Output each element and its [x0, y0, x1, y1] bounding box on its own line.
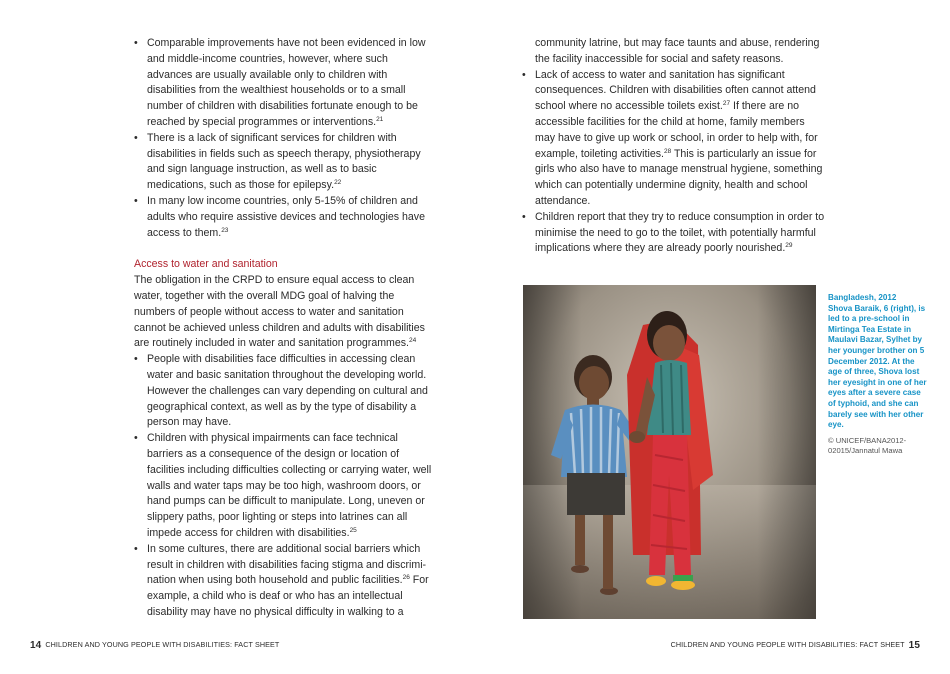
right-column [522, 36, 827, 257]
footnote-ref: 25 [349, 526, 357, 534]
footnote-ref: 27 [722, 100, 731, 108]
list-item: • In many low income countries, only 5-15% of children and adults who require assistive devices and technologies have access to them.$^{23}$ [134, 194, 434, 241]
list-item: • In some cultures, there are additional social barriers which result in children with disabilities facing stigma and discrimi-nation when using both household and public facilities.$^{26}$ For example, a child who is deaf or who has an intellectual disability may have no physical difficulty in walking to a [134, 542, 434, 621]
footer-right [671, 640, 920, 651]
section-bullet-list [134, 352, 434, 621]
section-heading: Access to water and sanitation [134, 258, 278, 271]
page-number: 15 [908, 640, 920, 651]
footnote-ref: 26 [402, 574, 410, 582]
footnote-ref: 22 [334, 179, 342, 187]
left-column [134, 36, 434, 621]
list-item: • Comparable improvements have not been evidenced in low and middle-income countries, however, where such advances are usually available only to children with disabilities from the wealthiest households or to a small number of children with disabilities fortunate enough to be reached by special programmes or interventions.$^{21}$ [134, 36, 434, 131]
list-item: • Children report that they try to reduce consumption in order to minimise the need to go to the toilet, with potentially harmful implications where they are already poorly nourished.$^{29}$ [522, 210, 827, 257]
list-item: • People with disabilities face difficulties in accessing clean water and basic sanitation throughout the developing world. However the challenges can vary depending on cultural and geographical context, as well as by the type of disability a person may have. [134, 352, 434, 431]
clasped-hands [629, 431, 645, 443]
caption-place: Bangladesh, 2012 [828, 293, 897, 302]
photo-caption [828, 293, 928, 456]
footer-title: CHILDREN AND YOUNG PEOPLE WITH DISABILITIES: FACT SHEET [45, 640, 280, 649]
footnote-ref: 28 [663, 147, 672, 155]
photo-children-walking [523, 285, 816, 619]
footnote-ref: 24 [409, 337, 417, 345]
list-item: • Lack of access to water and sanitation has significant consequences. Children with disabilities often cannot attend school where no accessible toilets exist.$^{27}$ If there are no accessible facilities for the child at home, family members may have to give up work or school, in order to help with, for example, toileting activities.$^{28}$ This is particularly an issue for girls who also have to manage menstrual hygiene, something which can potentially undermine dignity, health and school attendance. [522, 68, 827, 210]
footer-left [30, 640, 279, 651]
right-bullet-list [522, 68, 827, 258]
list-item: • Children with physical impairments can face technical barriers as a consequence of the design or location of facilities including difficulties collecting or carrying water, well walls and water taps may be too high, washroom doors, or hand pumps can be difficult to manipulate. Long, uneven or slippery paths, poor lighting or steps into latrines can all impede access for children with disabilities.$^{25}$ [134, 431, 434, 542]
page-number: 14 [30, 640, 42, 651]
photo-illustration [523, 285, 816, 619]
section-paragraph: The obligation in the CRPD to ensure equal access to clean water, together with the overall MDG goal of halving the numbers of people without access to water and sanitation cannot be achieved unless children and adults with disabilities are routinely included in water and sanitation programmes.$^{24}$ [134, 274, 425, 350]
photo-credit: © UNICEF/BANA2012-02015/Jannatul Mawa [828, 435, 907, 455]
list-item: • There is a lack of significant services for children with disabilities in fields such as speech therapy, physiotherapy and sign language instruction, as well as to basic medications, such as those for epilepsy.$^{22}$ [134, 131, 434, 194]
footnote-ref: 29 [785, 242, 793, 250]
continuation-paragraph: community latrine, but may face taunts and abuse, rendering the facility inaccessible for social and safety reasons. [535, 37, 820, 65]
footnote-ref: 21 [376, 115, 384, 123]
intro-bullet-list [134, 36, 434, 241]
footer-title: CHILDREN AND YOUNG PEOPLE WITH DISABILITIES: FACT SHEET [670, 640, 905, 649]
caption-text: Shova Baraik, 6 (right), is led to a pre-school in Mirtinga Tea Estate in Maulavi Bazar, Sylhet by her younger brother on 5 December 2012. At the age of three, Shova lost her eyesight in one of her eyes after a severe case of typhoid, and she can barely see with her other eye. [828, 303, 927, 430]
footnote-ref: 23 [221, 226, 229, 234]
